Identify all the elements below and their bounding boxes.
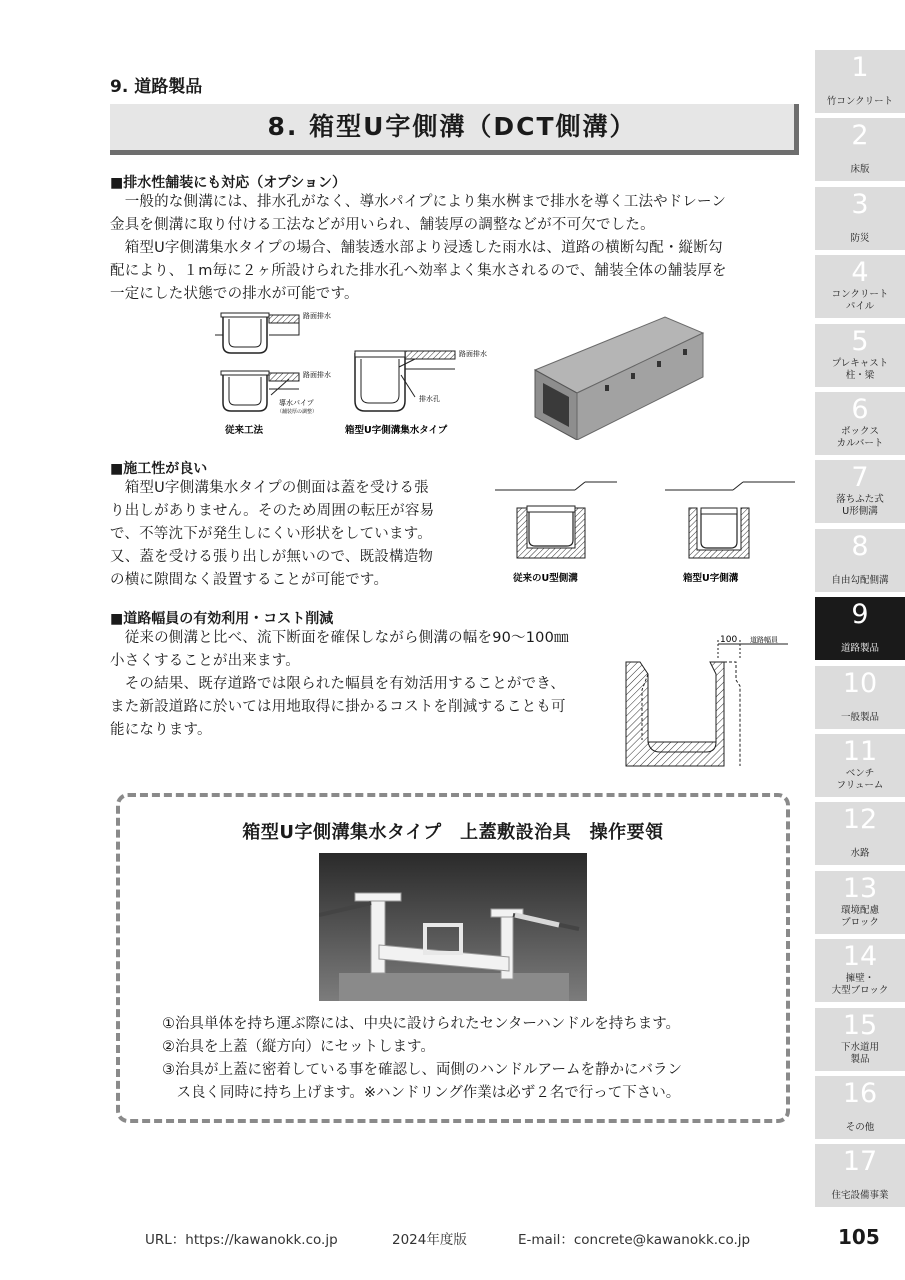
tab-label: 環境配慮 ブロック (840, 905, 879, 928)
tab-label: プレキャスト 柱・梁 (831, 358, 889, 381)
dim-value: 100 (720, 635, 738, 645)
tab-17[interactable] (815, 1144, 905, 1207)
tab-label: 自由勾配側溝 (831, 575, 889, 586)
tab-label: 防災 (850, 233, 870, 244)
tab-label: 下水道用 製品 (840, 1042, 879, 1065)
tab-number: 4 (851, 257, 869, 288)
tab-1[interactable] (815, 50, 905, 113)
drainage-line: 金具を側溝に取り付ける工法などが用いられ、舗装厚の調整などが不可欠でした。 (110, 217, 655, 233)
collection-type-caption: 箱型U字側溝集水タイプ (345, 425, 448, 436)
footer-url[interactable]: URL：https://kawanokk.co.jp (145, 1232, 338, 1248)
width-line: また新設道路に於いては用地取得に掛かるコストを削減することも可 (110, 699, 566, 715)
tab-number: 10 (842, 668, 878, 699)
tab-5[interactable] (815, 324, 905, 387)
conventional-u-section (495, 482, 617, 558)
conventional-section-top (215, 313, 299, 353)
box-u-section (665, 482, 795, 558)
width-text (110, 627, 610, 742)
u-ditch-section (626, 662, 724, 766)
pipe-label: 導水パイプ (279, 399, 314, 407)
tab-number: 15 (842, 1010, 878, 1041)
surface-drain-label: 路面排水 (303, 312, 331, 320)
footer-email[interactable]: E-mail：concrete@kawanokk.co.jp (518, 1232, 751, 1248)
construction-diagram (495, 478, 805, 588)
tab-label: 道路製品 (840, 643, 879, 654)
surface-drain-label-3: 路面排水 (459, 350, 487, 358)
tab-number: 8 (851, 531, 869, 562)
conventional-caption: 従来工法 (225, 425, 264, 436)
tab-number: 12 (842, 804, 878, 835)
surface-drain-label-2: 路面排水 (303, 371, 331, 379)
tab-label: 竹コンクリート (826, 96, 894, 107)
tab-15[interactable] (815, 1008, 905, 1071)
tab-number: 13 (842, 873, 878, 904)
tab-label: 擁壁・ 大型ブロック (831, 973, 889, 996)
tab-6[interactable] (815, 392, 905, 455)
drainage-line: 配により、１m毎に２ヶ所設けられた排水孔へ効率よく集水されるので、舗装全体の舗装厚を (110, 263, 727, 279)
tab-2[interactable] (815, 118, 905, 181)
pipe-note: （舗装厚の調整） (277, 409, 318, 415)
instruction-step: ス良く同時に持ち上げます。※ハンドリング作業は必ず２名で行って下さい。 (162, 1085, 681, 1101)
box-u-caption: 箱型U字側溝 (683, 573, 739, 584)
tab-12[interactable] (815, 802, 905, 865)
conventional-u-caption: 従来のU型側溝 (513, 573, 578, 584)
drainage-line: 箱型U字側溝集水タイプの場合、舗装透水部より浸透した雨水は、道路の横断勾配・縦断勾 (110, 240, 723, 256)
drainage-heading: ■排水性舗装にも対応（オプション） (110, 175, 346, 191)
tab-14[interactable] (815, 939, 905, 1002)
tab-label: ボックス カルバート (836, 426, 884, 449)
width-line: その結果、既存道路では限られた幅員を有効活用することができ、 (110, 676, 566, 692)
instruction-title: 箱型U字側溝集水タイプ 上蓋敷設治具 操作要領 (242, 822, 664, 843)
drain-hole-label: 排水孔 (419, 395, 440, 403)
construction-line: で、不等沈下が発生しにくい形状をしています。 (110, 526, 432, 542)
tab-3[interactable] (815, 187, 905, 250)
width-heading: ■道路幅員の有効利用・コスト削減 (110, 611, 334, 627)
tab-number: 3 (851, 189, 869, 220)
tab-number: 2 (851, 120, 869, 151)
tab-label: コンクリート パイル (831, 289, 889, 312)
width-line: 小さくすることが出来ます。 (110, 653, 300, 669)
tab-number: 9 (851, 599, 869, 630)
tab-9[interactable] (815, 597, 905, 660)
tab-number: 6 (851, 394, 869, 425)
tab-number: 7 (851, 462, 869, 493)
width-line: 従来の側溝と比べ、流下断面を確保しながら側溝の幅を90〜100㎜ (110, 630, 569, 646)
construction-line: の横に隙間なく設置することが可能です。 (110, 572, 389, 588)
tab-8[interactable] (815, 529, 905, 592)
tab-number: 17 (842, 1146, 878, 1177)
tab-13[interactable] (815, 871, 905, 934)
construction-line: り出しがありません。そのため周囲の転圧が容易 (110, 503, 435, 519)
product-photo (525, 315, 705, 440)
drainage-line: 一定にした状態での排水が可能です。 (110, 286, 359, 302)
jig-photo (319, 853, 587, 1001)
construction-heading: ■施工性が良い (110, 461, 208, 477)
section-label: 9. 道路製品 (110, 77, 203, 97)
tab-number: 11 (842, 736, 878, 767)
tab-number: 1 (851, 52, 869, 83)
tab-label: 落ちふた式 U形側溝 (836, 494, 884, 517)
width-diagram (620, 630, 800, 770)
instruction-steps (162, 1013, 682, 1105)
tab-label: 住宅設備事業 (831, 1190, 889, 1201)
collection-type-section (355, 351, 455, 411)
tab-label: 床版 (850, 164, 870, 175)
construction-text (110, 477, 490, 592)
tab-10[interactable] (815, 666, 905, 729)
drainage-diagram (215, 305, 515, 445)
page-title-box (110, 104, 799, 155)
tab-label: その他 (845, 1122, 875, 1133)
tab-4[interactable] (815, 255, 905, 318)
tab-16[interactable] (815, 1076, 905, 1139)
instruction-step: ③治具が上蓋に密着している事を確認し、両側のハンドルアームを静かにバラン (162, 1062, 683, 1078)
tab-number: 14 (842, 941, 878, 972)
construction-line: 又、蓋を受ける張り出しが無いので、既設構造物 (110, 549, 434, 565)
instruction-step: ②治具を上蓋（縦方向）にセットします。 (162, 1039, 435, 1055)
drainage-line: 一般的な側溝には、排水孔がなく、導水パイプにより集水桝まで排水を導く工法やドレーン (110, 194, 727, 210)
tab-label: 一般製品 (840, 712, 879, 723)
tab-number: 5 (851, 326, 869, 357)
tab-label: 水路 (850, 848, 870, 859)
width-line: 能になります。 (110, 722, 212, 738)
construction-line: 箱型U字側溝集水タイプの側面は蓋を受ける張 (110, 480, 429, 496)
tab-label: ベンチ フリューム (836, 768, 884, 791)
tab-number: 16 (842, 1078, 878, 1109)
tab-11[interactable] (815, 734, 905, 797)
footer-edition: 2024年度版 (392, 1232, 467, 1248)
drainage-text (110, 191, 800, 306)
tab-7[interactable] (815, 460, 905, 523)
page-number: 105 (838, 1225, 880, 1249)
dim-label: 道路幅員 (750, 636, 778, 644)
instruction-step: ①治具単体を持ち運ぶ際には、中央に設けられたセンターハンドルを持ちます。 (162, 1016, 681, 1032)
page-title: 8. 箱型U字側溝（DCT側溝） (267, 112, 637, 141)
